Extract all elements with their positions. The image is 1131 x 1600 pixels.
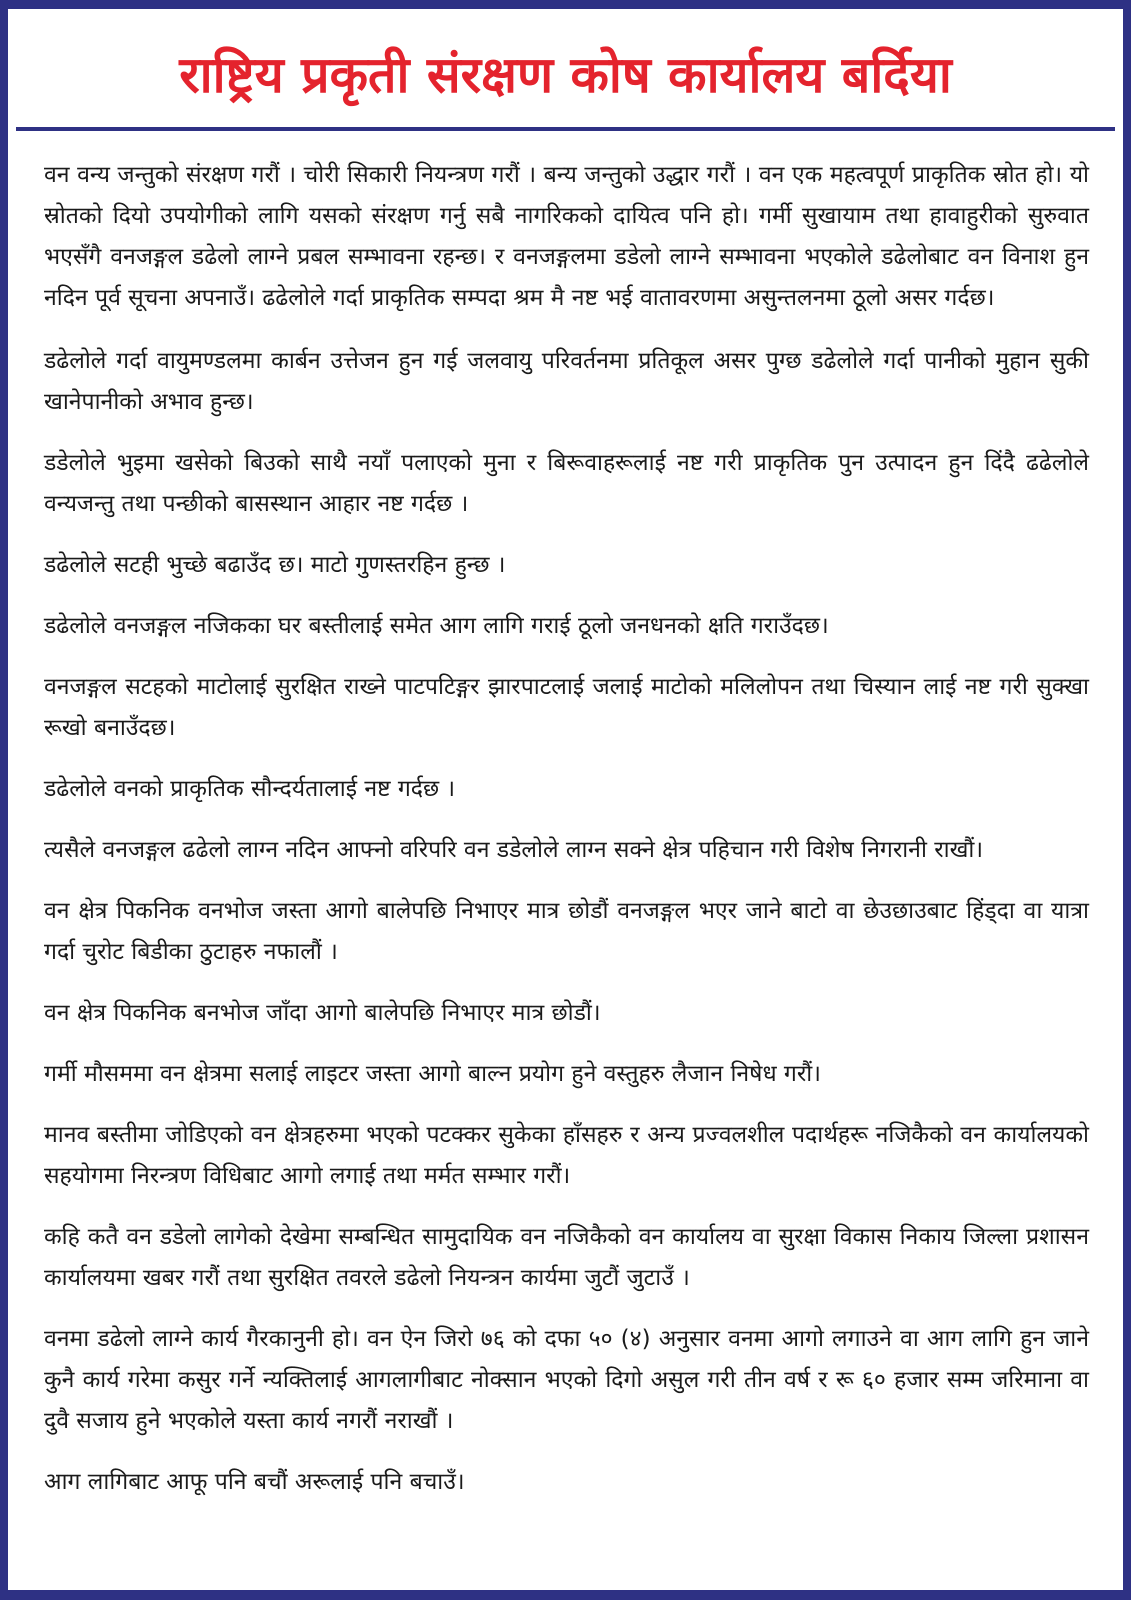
paragraph-monitoring: त्यसैले वनजङ्गल ढढेलो लाग्न नदिन आफ्नो वरिपरि वन डडेलोले लाग्न सक्ने क्षेत्र पहिचान गरी विशेष निगरानी राखौं। bbox=[44, 837, 984, 863]
notice-body bbox=[16, 127, 1115, 1582]
paragraph-picnic: वन क्षेत्र पिकनिक वनभोज जस्ता आगो बालेपछि निभाएर मात्र छोडौं वनजङ्गल भएर जाने बाटो वा छेउछाउबाट हिंड्दा वा यात्रा गर्दा चुरोट बिडीका ठुटाहरु नफालौं । bbox=[44, 898, 1089, 965]
paragraph-summer: गर्मी मौसममा वन क्षेत्रमा सलाई लाइटर जस्ता आगो बाल्न प्रयोग हुने वस्तुहरु लैजान निषेध गरौं। bbox=[44, 1061, 821, 1087]
paragraph-climate: डढेलोले गर्दा वायुमण्डलमा कार्बन उत्तेजन हुन गई जलवायु परिवर्तनमा प्रतिकूल असर पुग्छ डढेलोले गर्दा पानीको मुहान सुकी खानेपानीको अभाव हुन्छ। bbox=[44, 348, 1089, 415]
paragraph-soil: डढेलोले सटही भुच्छे बढाउँद छ। माटो गुणस्तरहिन हुन्छ । bbox=[44, 552, 506, 578]
paragraph-settlement: डढेलोले वनजङ्गल नजिकका घर बस्तीलाई समेत आग लागि गराई ठूलो जनधनको क्षति गराउँदछ। bbox=[44, 613, 829, 639]
paragraph-regeneration: डडेलोले भुइमा खसेको बिउको साथै नयाँ पलाएको मुना र बिरूवाहरूलाई नष्ट गरी प्राकृतिक पुन उत्पादन हुन दिंदै ढढेलोले वन्यजन्तु तथा पन्छीको बासस्थान आहार नष्ट गर्दछ । bbox=[44, 450, 1089, 517]
paragraph-controlled-burning: मानव बस्तीमा जोडिएको वन क्षेत्रहरुमा भएको पटक्कर सुकेका हाँसहरु र अन्य प्रज्वलशील पदार्थहरू नजिकैको वन कार्यालयको सहयोगमा निरन्त्रण विधिबाट आगो लगाई तथा मर्मत सम्भार गरौं। bbox=[44, 1122, 1089, 1189]
notice-title: राष्ट्रिय प्रकृती संरक्षण कोष कार्यालय बर्दिया bbox=[179, 46, 952, 104]
paragraph-closing: आग लागिबाट आफू पनि बचौं अरूलाई पनि बचाउँ। bbox=[44, 1469, 465, 1495]
paragraph-legal: वनमा डढेलो लाग्ने कार्य गैरकानुनी हो। वन ऐन जिरो ७६ को दफा ५० (४) अनुसार वनमा आगो लगाउने वा आग लागि हुन जाने कुनै कार्य गरेमा कसुर गर्ने न्यक्तिलाई आगलागीबाट नोक्सान भएको दिगो असुल गरी तीन वर्ष र रू ६० हजार सम्म जरिमाना वा दुवै सजाय हुने भएकोले यस्ता कार्य नगरौं नराखौं । bbox=[44, 1326, 1089, 1434]
paragraph-beauty: डढेलोले वनको प्राकृतिक सौन्दर्यतालाई नष्ट गर्दछ । bbox=[44, 776, 456, 802]
paragraph-intro: वन वन्य जन्तुको संरक्षण गरौं । चोरी सिकारी नियन्त्रण गरौं । बन्य जन्तुको उद्धार गरौं । वन एक महत्वपूर्ण प्राकृतिक स्रोत हो। यो स्रोतको दियो उपयोगीको लागि यसको संरक्षण गर्नु सबै नागरिकको दायित्व पनि हो। गर्मी सुखायाम तथा हावाहुरीको सुरुवात भएसँगै वनजङ्गल डढेलो लाग्ने प्रबल सम्भावना रहन्छ। र वनजङ्गलमा डडेलो लाग्ने सम्भावना भएकोले डढेलोबाट वन विनाश हुन नदिन पूर्व सूचना अपनाउँ। ढढेलोले गर्दा प्राकृतिक सम्पदा श्रम मै नष्ट भई वातावरणमा असुन्तलनमा ठूलो असर गर्दछ। bbox=[44, 162, 1089, 311]
paragraph-reporting: कहि कतै वन डडेलो लागेको देखेमा सम्बन्धित सामुदायिक वन नजिकैको वन कार्यालय वा सुरक्षा विकास निकाय जिल्ला प्रशासन कार्यालयमा खबर गरौं तथा सुरक्षित तवरले डढेलो नियन्त्रन कार्यमा जुटौं जुटाउँ । bbox=[44, 1224, 1089, 1291]
paragraph-picnic-short: वन क्षेत्र पिकनिक बनभोज जाँदा आगो बालेपछि निभाएर मात्र छोडौं। bbox=[44, 1000, 601, 1026]
paragraph-moisture: वनजङ्गल सटहको माटोलाई सुरक्षित राख्ने पाटपटिङ्गर झारपाटलाई जलाई माटोको मलिलोपन तथा चिस्यान लाई नष्ट गरी सुक्खा रूखो बनाउँदछ। bbox=[44, 674, 1089, 741]
